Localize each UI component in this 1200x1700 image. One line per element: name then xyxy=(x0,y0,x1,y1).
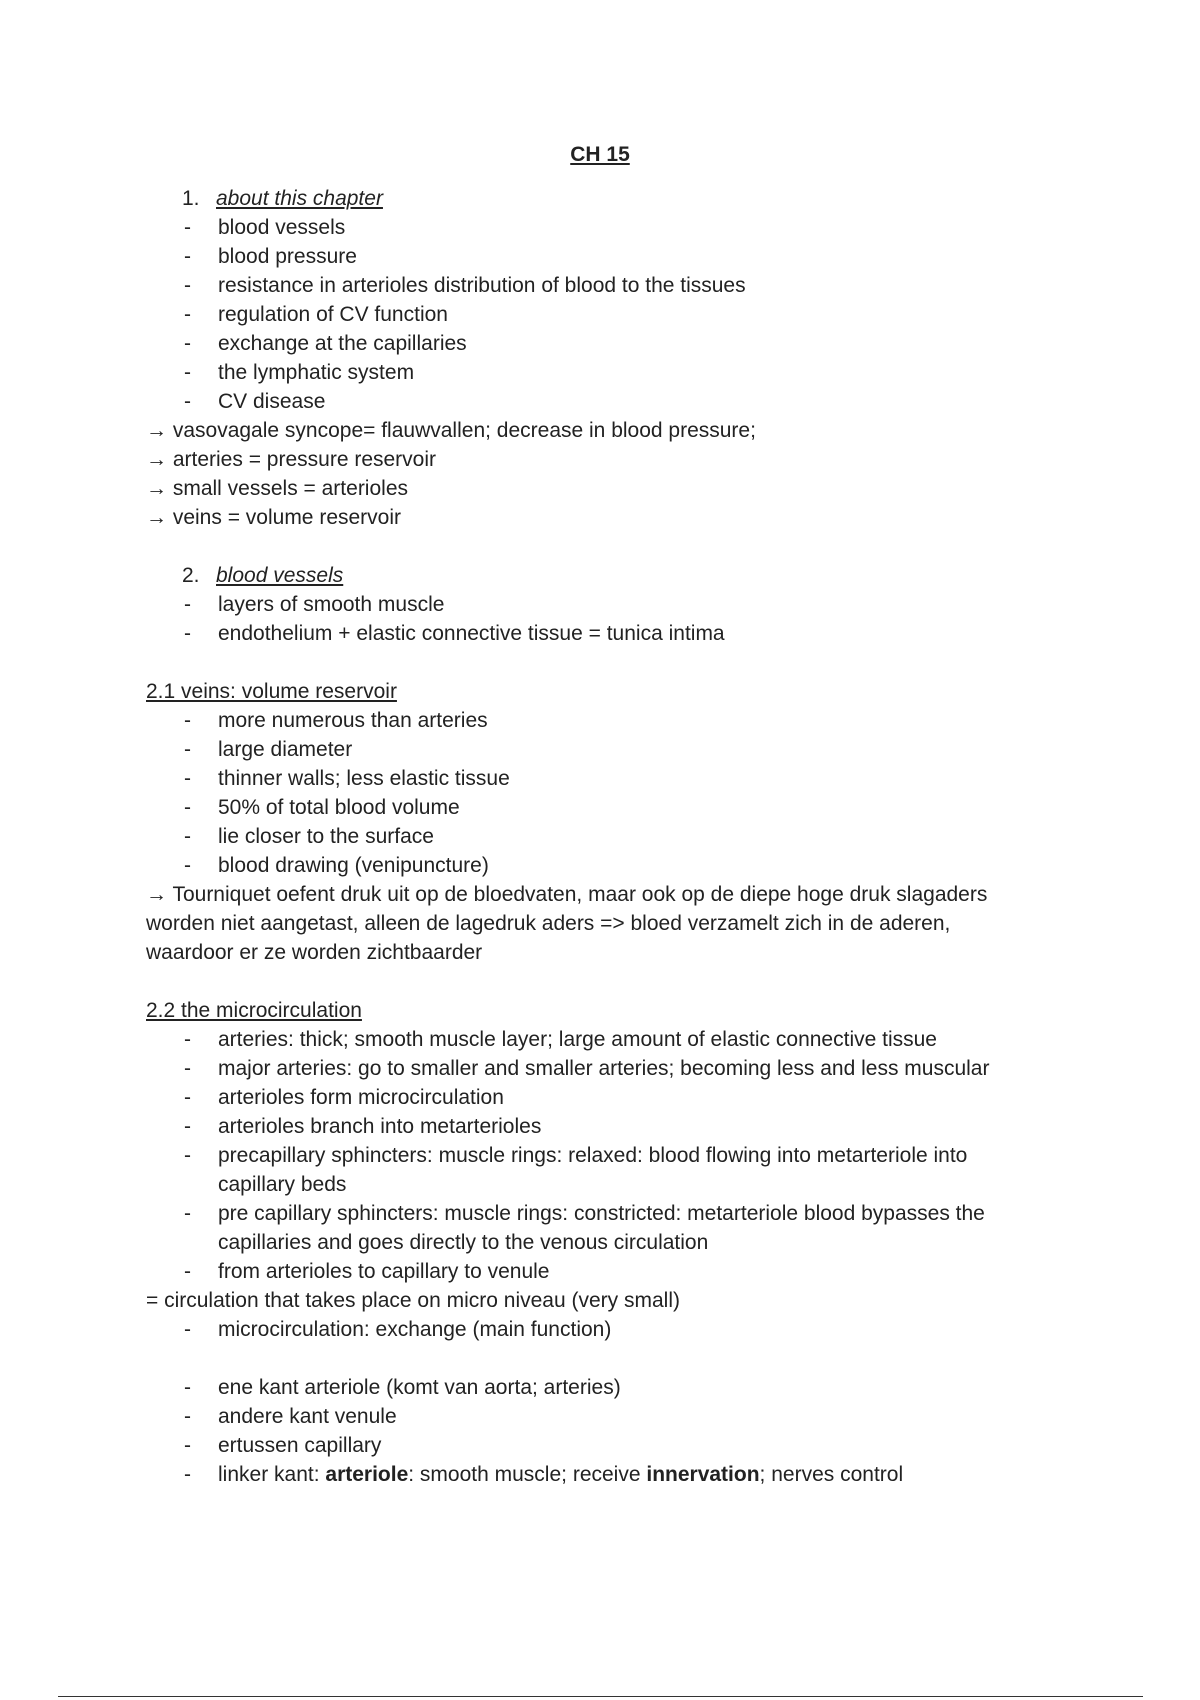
list-item: - lie closer to the surface xyxy=(146,822,1066,851)
list-item: - 50% of total blood volume xyxy=(146,793,1066,822)
arrow-note: → arteries = pressure reservoir xyxy=(146,448,437,471)
section-title: about this chapter xyxy=(216,187,383,210)
list-item: - large diameter xyxy=(146,735,1066,764)
list-item: - more numerous than arteries xyxy=(146,706,1066,735)
text-run: : smooth muscle; receive xyxy=(408,1463,647,1486)
list-item: - resistance in arterioles distribution of blood to the tissues xyxy=(146,271,1066,300)
list-item: - thinner walls; less elastic tissue xyxy=(146,764,1066,793)
list-item: - arterioles form microcirculation xyxy=(146,1083,1066,1112)
list-item: - major arteries: go to smaller and smaller arteries; becoming less and less muscular xyxy=(146,1054,1066,1083)
list-item: - endothelium + elastic connective tissue = tunica intima xyxy=(146,619,1066,648)
list-item: - precapillary sphincters: muscle rings: relaxed: blood flowing into metarteriole into capillary beds xyxy=(146,1141,1038,1199)
list-item: - from arterioles to capillary to venule xyxy=(146,1257,1066,1286)
subsection-2-1-heading: 2.1 veins: volume reservoir xyxy=(146,680,397,703)
page-title: CH 15 xyxy=(570,143,630,166)
page-bottom-rule xyxy=(58,1696,1143,1697)
summary-line: = circulation that takes place on micro niveau (very small) xyxy=(146,1289,680,1312)
section-2-heading xyxy=(146,561,1066,590)
arrow-note: → vasovagale syncope= flauwvallen; decrease in blood pressure; xyxy=(146,419,756,442)
section-number: 1. xyxy=(182,187,200,210)
section-1-heading xyxy=(146,184,1066,213)
section-number: 2. xyxy=(182,564,200,587)
list-item: - microcirculation: exchange (main function) xyxy=(146,1315,1066,1344)
list-item: - arterioles branch into metarterioles xyxy=(146,1112,1066,1141)
list-item: - exchange at the capillaries xyxy=(146,329,1066,358)
text-run: linker kant: xyxy=(218,1463,326,1486)
bold-term-innervation: innervation xyxy=(646,1463,760,1486)
list-item: - blood drawing (venipuncture) xyxy=(146,851,1066,880)
list-item: - pre capillary sphincters: muscle rings: constricted: metarteriole blood bypasses the capillaries and goes directly to the venous circulation xyxy=(146,1199,1038,1257)
subsection-2-2-heading: 2.2 the microcirculation xyxy=(146,999,362,1022)
tourniquet-note-line: worden niet aangetast, alleen de lagedruk aders => bloed verzamelt zich in de aderen, xyxy=(146,912,951,935)
list-item: - ene kant arteriole (komt van aorta; arteries) xyxy=(146,1373,1066,1402)
tourniquet-note-line: → Tourniquet oefent druk uit op de bloedvaten, maar ook op de diepe hoge druk slagaders xyxy=(146,883,988,906)
list-item: - the lymphatic system xyxy=(146,358,1066,387)
list-item: - andere kant venule xyxy=(146,1402,1066,1431)
list-item: - regulation of CV function xyxy=(146,300,1066,329)
list-item: - ertussen capillary xyxy=(146,1431,1066,1460)
list-item: - blood pressure xyxy=(146,242,1066,271)
section-title: blood vessels xyxy=(216,564,344,587)
bold-term-arteriole: arteriole xyxy=(325,1463,409,1486)
list-item: - CV disease xyxy=(146,387,1066,416)
tourniquet-note-line: waardoor er ze worden zichtbaarder xyxy=(146,941,483,964)
text-run: ; nerves control xyxy=(759,1463,904,1486)
list-item: - layers of smooth muscle xyxy=(146,590,1066,619)
document-page xyxy=(146,140,1066,1489)
arrow-note: → veins = volume reservoir xyxy=(146,506,402,529)
list-item xyxy=(146,1460,1066,1489)
list-item: - arteries: thick; smooth muscle layer; large amount of elastic connective tissue xyxy=(146,1025,1066,1054)
list-item: - blood vessels xyxy=(146,213,1066,242)
arrow-note: → small vessels = arterioles xyxy=(146,477,408,500)
